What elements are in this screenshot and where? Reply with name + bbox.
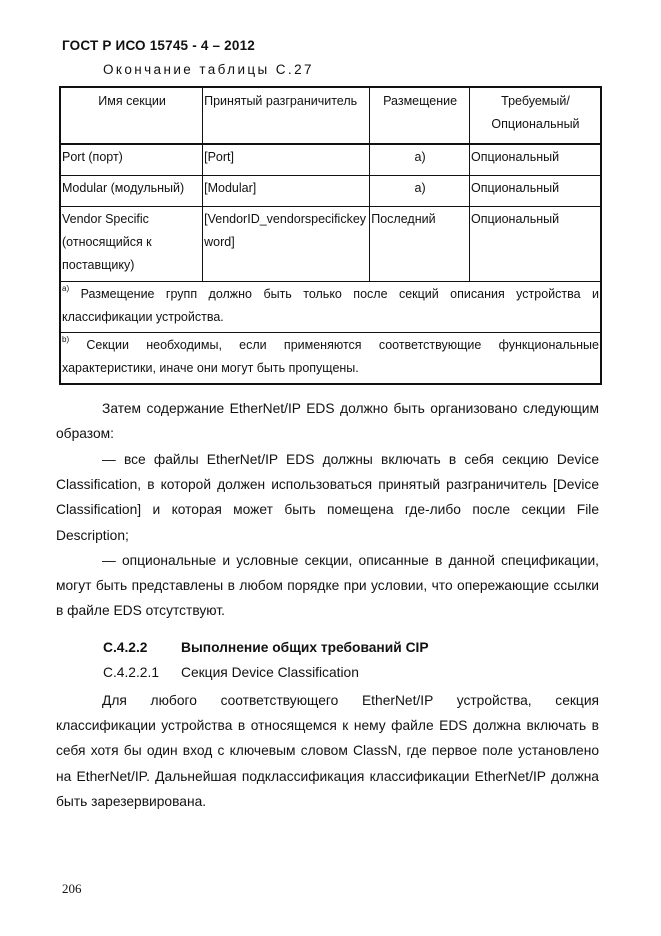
table-caption: Окончание таблицы С.27 xyxy=(103,62,314,77)
column-header-placement: Размещение xyxy=(370,87,470,144)
subsection-number: C.4.2.2.1 xyxy=(103,665,159,680)
table-row xyxy=(60,176,601,207)
section-heading xyxy=(103,640,429,655)
table-note-row xyxy=(60,332,601,384)
cell-required: Опциональный xyxy=(469,144,601,176)
note-mark: a) xyxy=(62,283,70,293)
cell-required: Опциональный xyxy=(469,207,601,281)
document-header: ГОСТ Р ИСО 15745 - 4 – 2012 xyxy=(62,38,255,53)
cell-placement: Последний xyxy=(370,207,470,281)
cell-delimiter: [Port] xyxy=(203,144,370,176)
note-text: Размещение групп должно быть только после секций описания устройства и классификации устройства. xyxy=(62,286,599,324)
section-number: C.4.2.2 xyxy=(103,640,148,655)
table-header-row xyxy=(60,87,601,144)
table-note xyxy=(60,281,601,332)
list-item: — опциональные и условные секции, описанные в данной спецификации, могут быть представлены в любом порядке при условии, что опережающие ссылки в файле EDS отсутствуют. xyxy=(56,553,599,619)
table-row xyxy=(60,207,601,281)
column-header-required: Требуемый/ Опциональный xyxy=(469,87,601,144)
page-number: 206 xyxy=(62,881,82,896)
subsection-heading xyxy=(103,665,359,680)
list-item: — все файлы EtherNet/IP EDS должны включать в себя секцию Device Classification, в которой должен использоваться принятый разграничитель [Device Classification] и которая может быть помещена где-либо после секции File Description; xyxy=(56,452,599,543)
section-title: Выполнение общих требований CIP xyxy=(181,640,429,655)
cell-placement: a) xyxy=(370,176,470,207)
column-header-section-name: Имя секции xyxy=(60,87,203,144)
cell-delimiter: [VendorID_vendorspecifickeyword] xyxy=(203,207,370,281)
delimiter-table xyxy=(59,86,602,385)
table-row xyxy=(60,144,601,176)
column-header-delimiter: Принятый разграничитель xyxy=(203,87,370,144)
cell-placement: a) xyxy=(370,144,470,176)
cell-section-name: Port (порт) xyxy=(60,144,203,176)
subsection-paragraph: Для любого соответствующего EtherNet/IP устройства, секция классификации устройства в относящемся к нему файле EDS должна включать в себя хотя бы один вход с ключевым словом ClassN, где первое поле установлено на EtherNet/IP. Дальнейшая подклассификация классификации EtherNet/IP должна быть зарезервирована. xyxy=(56,693,599,809)
cell-section-name: Vendor Specific (относящийся к поставщику) xyxy=(60,207,203,281)
intro-paragraph: Затем содержание EtherNet/IP EDS должно быть организовано следующим образом: xyxy=(56,401,599,442)
table-note xyxy=(60,332,601,384)
cell-delimiter: [Modular] xyxy=(203,176,370,207)
note-text: Секции необходимы, если применяются соответствующие функциональные характеристики, иначе они могут быть пропущены. xyxy=(62,337,599,375)
cell-section-name: Modular (модульный) xyxy=(60,176,203,207)
cell-required: Опциональный xyxy=(469,176,601,207)
subsection-title: Секция Device Classification xyxy=(181,665,359,680)
table-note-row xyxy=(60,281,601,332)
note-mark: b) xyxy=(62,334,70,344)
